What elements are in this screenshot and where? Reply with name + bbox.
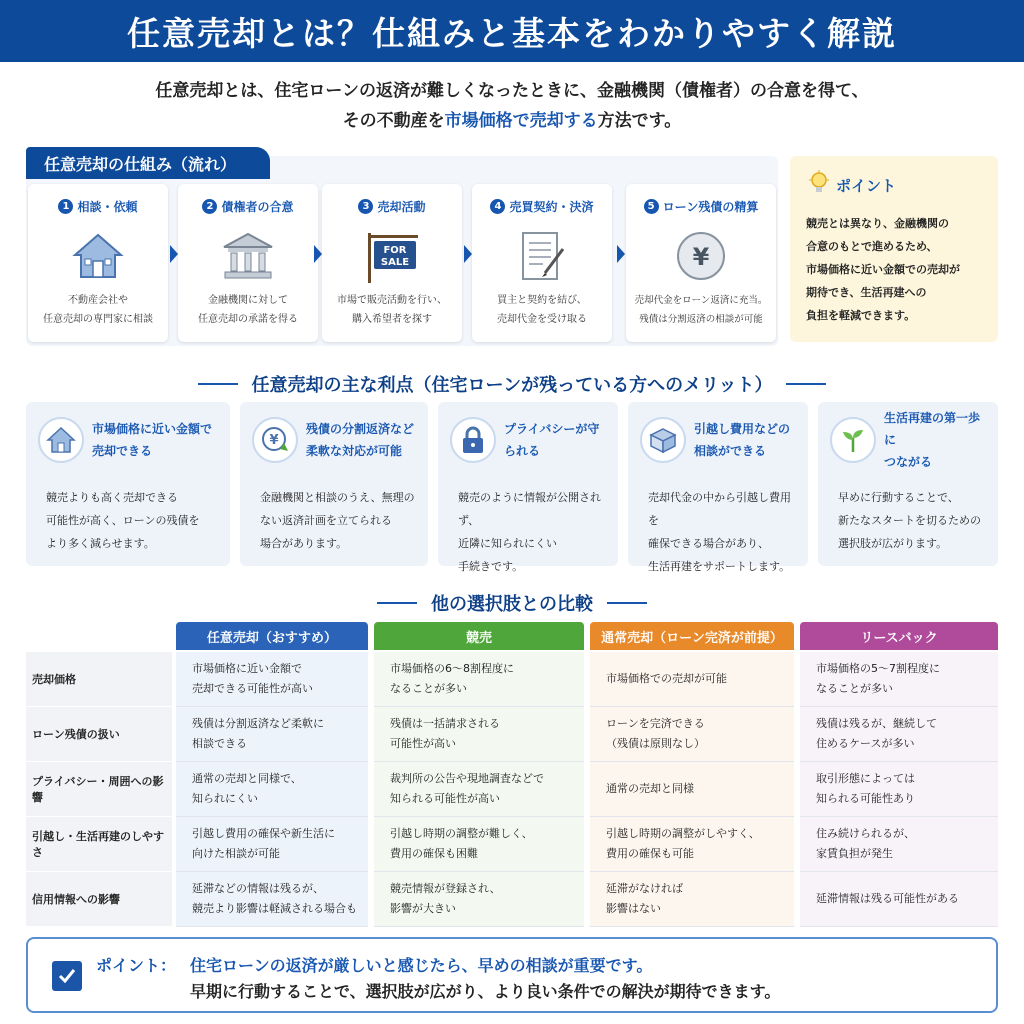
flow-arrow — [314, 245, 322, 263]
bank-icon — [178, 223, 318, 289]
cell-line: 知られにくい — [192, 792, 258, 805]
table-cell — [374, 707, 584, 762]
table-cell — [590, 762, 794, 817]
sign-text: SALE — [380, 257, 410, 268]
cell-text — [606, 669, 727, 689]
lead-line-2 — [0, 106, 1024, 136]
table-cell — [374, 652, 584, 707]
merit-line: 選択肢が広がります。 — [838, 537, 948, 550]
cell-line: （残債は原則なし） — [606, 737, 705, 750]
point-title: ポイント — [836, 176, 897, 195]
for-sale-sign-icon — [322, 223, 462, 289]
table-cell — [374, 762, 584, 817]
contract-icon — [472, 223, 612, 289]
step-number: 1 — [58, 199, 73, 214]
step-number: 3 — [358, 199, 373, 214]
point-line: 合意のもとで進めるため、 — [806, 240, 938, 253]
house-icon — [38, 417, 84, 463]
lead-line-1: 任意売却とは、住宅ローンの返済が難しくなったときに、金融機関（債権者）の合意を得て、 — [155, 81, 869, 101]
merit-line: より多く減らせます。 — [46, 537, 155, 550]
step-description — [626, 291, 776, 329]
merit-title-line: 引越し費用などの — [694, 422, 791, 436]
cell-line: 市場価格に近い金額で — [192, 662, 302, 675]
cell-line: 裁判所の公告や現地調査などで — [390, 772, 544, 785]
merit-title-line: 相談ができる — [694, 444, 767, 458]
merit-line: 生活再建をサポートします。 — [648, 560, 791, 573]
table-cell — [176, 762, 368, 817]
flow-arrow — [617, 245, 625, 263]
merit-header — [450, 416, 606, 464]
merit-title — [306, 418, 414, 462]
column-header-ninbai: 任意売却（おすすめ） — [176, 622, 368, 650]
step-description — [322, 291, 462, 329]
cell-text — [606, 714, 705, 754]
column-header-keibai: 競売 — [374, 622, 584, 650]
flow-step-1 — [28, 184, 168, 342]
merit-header — [640, 416, 796, 464]
table-cell — [176, 652, 368, 707]
step-desc-line: 売却代金を受け取る — [497, 314, 587, 325]
step-desc-line: 買主と契約を結び、 — [497, 295, 587, 306]
cell-line: 知られる可能性が高い — [390, 792, 500, 805]
house-icon — [28, 223, 168, 289]
sign-text: FOR — [383, 245, 407, 256]
cell-text — [192, 769, 302, 809]
cell-text — [816, 714, 937, 754]
bottom-label: ポイント： — [96, 956, 177, 975]
row-label: プライバシー・周囲への影響 — [26, 762, 172, 817]
cell-line: 引越し費用の確保や新生活に — [192, 827, 335, 840]
merit-card-5 — [818, 402, 998, 566]
step-description — [28, 291, 168, 329]
table-cell — [590, 707, 794, 762]
title-rule — [607, 602, 647, 604]
cell-text — [816, 889, 959, 909]
merit-line: 近隣に知られにくい — [458, 537, 557, 550]
step-description — [178, 291, 318, 329]
cell-text — [816, 769, 915, 809]
merit-title — [504, 418, 606, 462]
table-cell — [374, 872, 584, 927]
column-header-leaseback: リースバック — [800, 622, 998, 650]
cell-text — [390, 879, 501, 919]
yen-symbol: ¥ — [692, 243, 710, 271]
step-desc-line: 任意売却の専門家に相談 — [43, 314, 153, 325]
cell-line: 通常の売却と同様 — [606, 782, 694, 795]
merit-card-2 — [240, 402, 428, 566]
cell-line: 市場価格の6〜8割程度に — [390, 662, 514, 675]
merit-line: 金融機関と相談のうえ、無理の — [260, 491, 415, 504]
point-box — [790, 156, 998, 342]
merit-text — [38, 486, 218, 555]
cell-line: 残債は一括請求される — [390, 717, 500, 730]
table-cell — [590, 872, 794, 927]
cell-line: 残債は残るが、継続して — [816, 717, 937, 730]
cell-line: 残債は分割返済など柔軟に — [192, 717, 324, 730]
flow-step-3 — [322, 184, 462, 342]
bottom-line-2: 早期に行動することで、選択肢が広がり、より良い条件での解決が期待できます。 — [190, 982, 781, 1001]
step-title-text: 売買契約・決済 — [509, 200, 594, 214]
table-cell — [176, 817, 368, 872]
cell-line: 住み続けられるが、 — [816, 827, 915, 840]
step-desc-line: 不動産会社や — [68, 295, 128, 306]
flow-step-5 — [626, 184, 776, 342]
cell-line: 住めるケースが多い — [816, 737, 915, 750]
merit-card-1 — [26, 402, 230, 566]
table-cell — [176, 872, 368, 927]
merit-title-line: 生活再建の第一歩に — [884, 411, 981, 447]
cell-line: 市場価格での売却が可能 — [606, 672, 727, 685]
title-rule — [786, 383, 826, 385]
step-title — [472, 198, 612, 215]
step-desc-line: 売却代金をローン返済に充当。 — [634, 295, 768, 306]
step-title-text: ローン残債の精算 — [662, 200, 759, 214]
cell-line: 引越し時期の調整がしやすく、 — [606, 827, 760, 840]
yen-calendar-icon — [252, 417, 298, 463]
cell-text — [606, 879, 683, 919]
step-title — [626, 198, 776, 215]
cell-line: 向けた相談が可能 — [192, 847, 280, 860]
merit-header — [252, 416, 416, 464]
table-cell — [800, 872, 998, 927]
flow-arrow — [170, 245, 178, 263]
lead-text — [0, 76, 1024, 136]
merit-line: 可能性が高く、ローンの残債を — [46, 514, 200, 527]
cell-text — [606, 779, 694, 799]
cell-line: 延滞情報は残る可能性がある — [816, 892, 959, 905]
step-title — [178, 198, 318, 215]
cell-line: 売却できる可能性が高い — [192, 682, 313, 695]
cell-line: 通常の売却と同様で、 — [192, 772, 302, 785]
comparison-section-title — [0, 590, 1024, 616]
svg-text:¥: ¥ — [269, 433, 279, 448]
cell-line: 費用の確保も可能 — [606, 847, 694, 860]
checkbox-icon — [52, 961, 82, 991]
title-rule — [377, 602, 417, 604]
comparison-title-text: 他の選択肢との比較 — [431, 594, 593, 615]
merit-line: 新たなスタートを切るための — [838, 514, 981, 527]
lead-line-2-pre: その不動産を — [342, 111, 445, 131]
table-cell — [800, 817, 998, 872]
merit-text — [830, 486, 986, 555]
merit-line: 早めに行動することで、 — [838, 491, 959, 504]
merit-title — [694, 418, 790, 462]
moving-box-icon — [640, 417, 686, 463]
row-label: ローン残債の扱い — [26, 707, 172, 762]
step-number: 5 — [644, 199, 659, 214]
cell-text — [390, 659, 514, 699]
title-rule — [198, 383, 238, 385]
step-desc-line: 購入希望者を探す — [352, 314, 432, 325]
point-header — [808, 170, 982, 200]
table-cell — [374, 817, 584, 872]
lock-icon — [450, 417, 496, 463]
cell-line: 延滞がなければ — [606, 882, 683, 895]
cell-text — [192, 824, 335, 864]
cell-text — [390, 769, 544, 809]
lead-line-2-post: 方法です。 — [597, 111, 682, 131]
cell-line: 延滞などの情報は残るが、 — [192, 882, 324, 895]
point-line: 競売とは異なり、金融機関の — [806, 217, 949, 230]
merit-title — [884, 407, 986, 473]
cell-text — [816, 659, 940, 699]
cell-line: 引越し時期の調整が難しく、 — [390, 827, 533, 840]
merit-line: 確保できる場合があり、 — [648, 537, 769, 550]
cell-line: ローンを完済できる — [606, 717, 705, 730]
merit-title-line: プライバシーが守られる — [504, 422, 600, 458]
merit-line: ない返済計画を立てられる — [260, 514, 392, 527]
merits-section-title — [0, 371, 1024, 397]
flow-step-4 — [472, 184, 612, 342]
cell-text — [390, 714, 500, 754]
step-description — [472, 291, 612, 329]
row-label: 売却価格 — [26, 652, 172, 707]
point-line: 市場価格に近い金額での売却が — [806, 263, 960, 276]
point-text — [806, 212, 982, 327]
cell-line: 費用の確保も困難 — [390, 847, 478, 860]
merit-card-4 — [628, 402, 808, 573]
row-label: 引越し・生活再建のしやすさ — [26, 817, 172, 872]
row-label: 信用情報への影響 — [26, 872, 172, 927]
cell-text — [192, 879, 357, 919]
page-header — [0, 0, 1024, 62]
cell-text — [606, 824, 760, 864]
cell-line: 可能性が高い — [390, 737, 456, 750]
table-cell — [590, 817, 794, 872]
merit-line: 競売のように情報が公開されず、 — [458, 491, 601, 527]
cell-line: 取引形態によっては — [816, 772, 915, 785]
lightbulb-icon — [808, 170, 830, 200]
merit-title-line: 市場価格に近い金額で — [92, 422, 213, 436]
cell-line: 競売情報が登録され、 — [390, 882, 501, 895]
cell-line: 家賃負担が発生 — [816, 847, 893, 860]
merit-title-line: 残債の分割返済など — [306, 422, 415, 436]
column-header-tsujo: 通常売却（ローン完済が前提） — [590, 622, 794, 650]
merit-title-line: つながる — [884, 455, 933, 469]
flow-step-2 — [178, 184, 318, 342]
step-desc-line: 残債は分割返済の相談が可能 — [639, 314, 763, 325]
merits-title-text: 任意売却の主な利点（住宅ローンが残っている方へのメリット） — [251, 375, 773, 396]
step-desc-line: 金融機関に対して — [208, 295, 288, 306]
step-desc-line: 市場で販売活動を行い、 — [337, 295, 447, 306]
table-cell — [800, 707, 998, 762]
step-title-text: 相談・依頼 — [77, 200, 138, 214]
table-cell — [590, 652, 794, 707]
merit-line: 場合があります。 — [260, 537, 348, 550]
table-cell — [800, 652, 998, 707]
merit-header — [830, 411, 986, 469]
lead-highlight: 市場価格で売却する — [444, 111, 598, 131]
step-title-text: 債権者の合意 — [221, 200, 294, 214]
cell-text — [816, 824, 915, 864]
cell-line: 影響が大きい — [390, 902, 456, 915]
merit-title — [92, 418, 212, 462]
cell-text — [390, 824, 533, 864]
sprout-icon — [830, 417, 876, 463]
table-cell — [800, 762, 998, 817]
bottom-point-box — [26, 937, 998, 1013]
yen-coin-icon — [626, 223, 776, 289]
page-title: 任意売却とは？仕組みと基本をわかりやすく解説 — [127, 13, 897, 53]
merit-title-line: 柔軟な対応が可能 — [306, 444, 403, 458]
cell-line: 知られる可能性あり — [816, 792, 915, 805]
step-number: 2 — [202, 199, 217, 214]
merit-text — [450, 486, 606, 578]
cell-line: 市場価格の5〜7割程度に — [816, 662, 940, 675]
step-title — [322, 198, 462, 215]
cell-line: 競売より影響は軽減される場合も — [192, 902, 357, 915]
cell-line: なることが多い — [390, 682, 467, 695]
merit-text — [640, 486, 796, 578]
cell-text — [192, 714, 324, 754]
flow-tab-title: 任意売却の仕組み（流れ） — [26, 147, 270, 179]
cell-text — [192, 659, 313, 699]
step-title — [28, 198, 168, 215]
step-desc-line: 任意売却の承諾を得る — [198, 314, 298, 325]
merit-line: 競売よりも高く売却できる — [46, 491, 178, 504]
merit-line: 売却代金の中から引越し費用を — [648, 491, 791, 527]
step-number: 4 — [490, 199, 505, 214]
merit-text — [252, 486, 416, 555]
merit-line: 手続きです。 — [458, 560, 524, 573]
cell-line: 影響はない — [606, 902, 661, 915]
merit-title-line: 売却できる — [92, 444, 153, 458]
point-line: 負担を軽減できます。 — [806, 309, 916, 322]
cell-line: 相談できる — [192, 737, 247, 750]
step-title-text: 売却活動 — [377, 200, 426, 214]
flow-arrow — [464, 245, 472, 263]
merit-card-3 — [438, 402, 618, 573]
point-line: 期待でき、生活再建への — [806, 286, 927, 299]
merit-header — [38, 416, 218, 464]
bottom-line-1: 住宅ローンの返済が厳しいと感じたら、早めの相談が重要です。 — [190, 956, 653, 975]
table-cell — [176, 707, 368, 762]
cell-line: なることが多い — [816, 682, 893, 695]
